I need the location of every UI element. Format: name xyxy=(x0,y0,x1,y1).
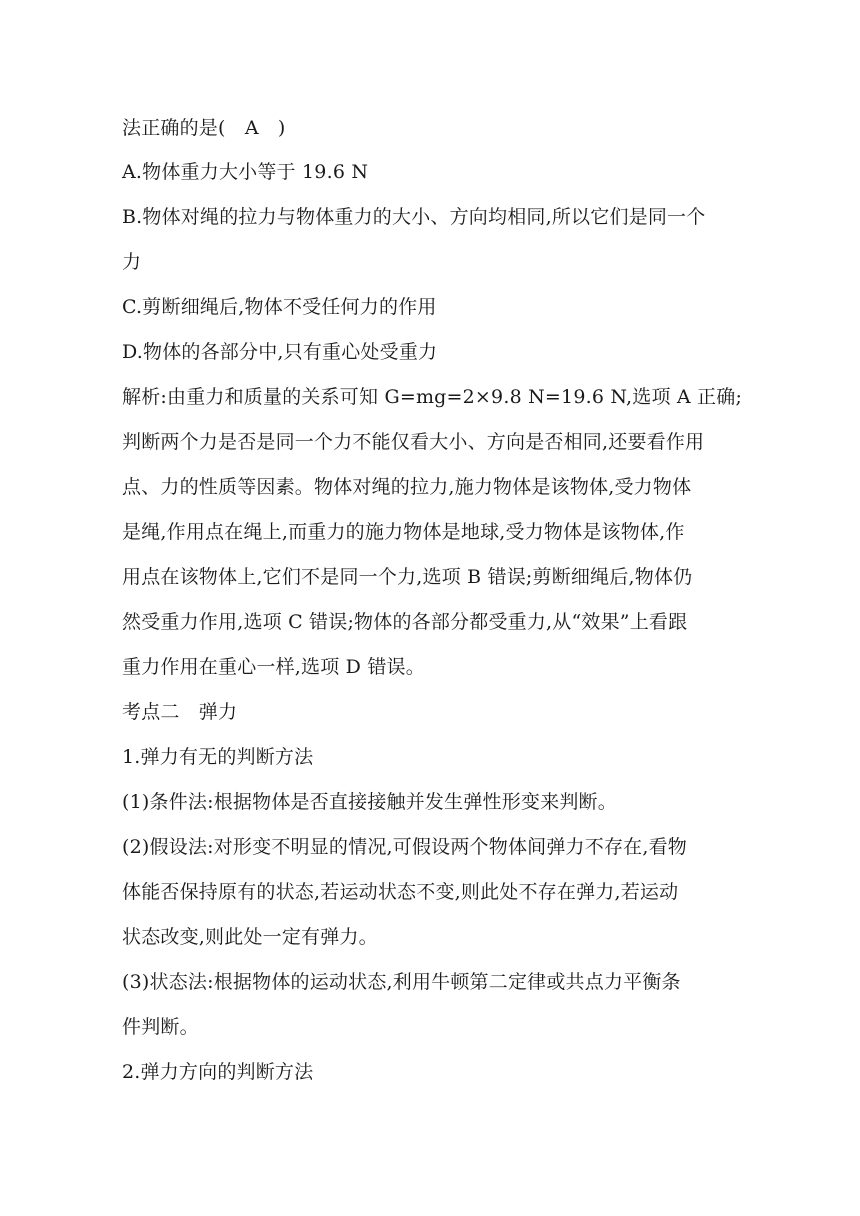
option-a: A.物体重力大小等于 19.6 N xyxy=(122,161,369,183)
subheading-2: 2.弹力方向的判断方法 xyxy=(122,1061,314,1083)
analysis-line-2: 判断两个力是否是同一个力不能仅看大小、方向是否相同,还要看作用 xyxy=(122,431,705,453)
option-b-line-2: 力 xyxy=(122,251,142,273)
subheading-1: 1.弹力有无的判断方法 xyxy=(122,746,314,768)
section-heading: 考点二 弹力 xyxy=(122,701,238,723)
option-d: D.物体的各部分中,只有重心处受重力 xyxy=(122,341,438,363)
analysis-line-6: 然受重力作用,选项 C 错误;物体的各部分都受重力,从“效果”上看跟 xyxy=(122,611,688,633)
analysis-line-4: 是绳,作用点在绳上,而重力的施力物体是地球,受力物体是该物体,作 xyxy=(122,521,685,543)
method-2-line-1: (2)假设法:对形变不明显的情况,可假设两个物体间弹力不存在,看物 xyxy=(122,836,687,858)
analysis-line-5: 用点在该物体上,它们不是同一个力,选项 B 错误;剪断细绳后,物体仍 xyxy=(122,566,693,588)
method-3-line-1: (3)状态法:根据物体的运动状态,利用牛顿第二定律或共点力平衡条 xyxy=(122,971,681,993)
analysis-line-1: 解析:由重力和质量的关系可知 G=mg=2×9.8 N=19.6 N,选项 A 正确; xyxy=(122,386,743,408)
option-c: C.剪断细绳后,物体不受任何力的作用 xyxy=(122,296,437,318)
method-2-line-2: 体能否保持原有的状态,若运动状态不变,则此处不存在弹力,若运动 xyxy=(122,881,679,903)
analysis-line-3: 点、力的性质等因素。物体对绳的拉力,施力物体是该物体,受力物体 xyxy=(122,476,692,498)
option-b-line-1: B.物体对绳的拉力与物体重力的大小、方向均相同,所以它们是同一个 xyxy=(122,206,706,228)
question-stem-tail: 法正确的是( A ) xyxy=(122,117,286,139)
method-1: (1)条件法:根据物体是否直接接触并发生弹性形变来判断。 xyxy=(122,791,617,813)
method-2-line-3: 状态改变,则此处一定有弹力。 xyxy=(122,926,378,948)
analysis-line-7: 重力作用在重心一样,选项 D 错误。 xyxy=(122,656,425,678)
method-3-line-2: 件判断。 xyxy=(122,1016,199,1038)
